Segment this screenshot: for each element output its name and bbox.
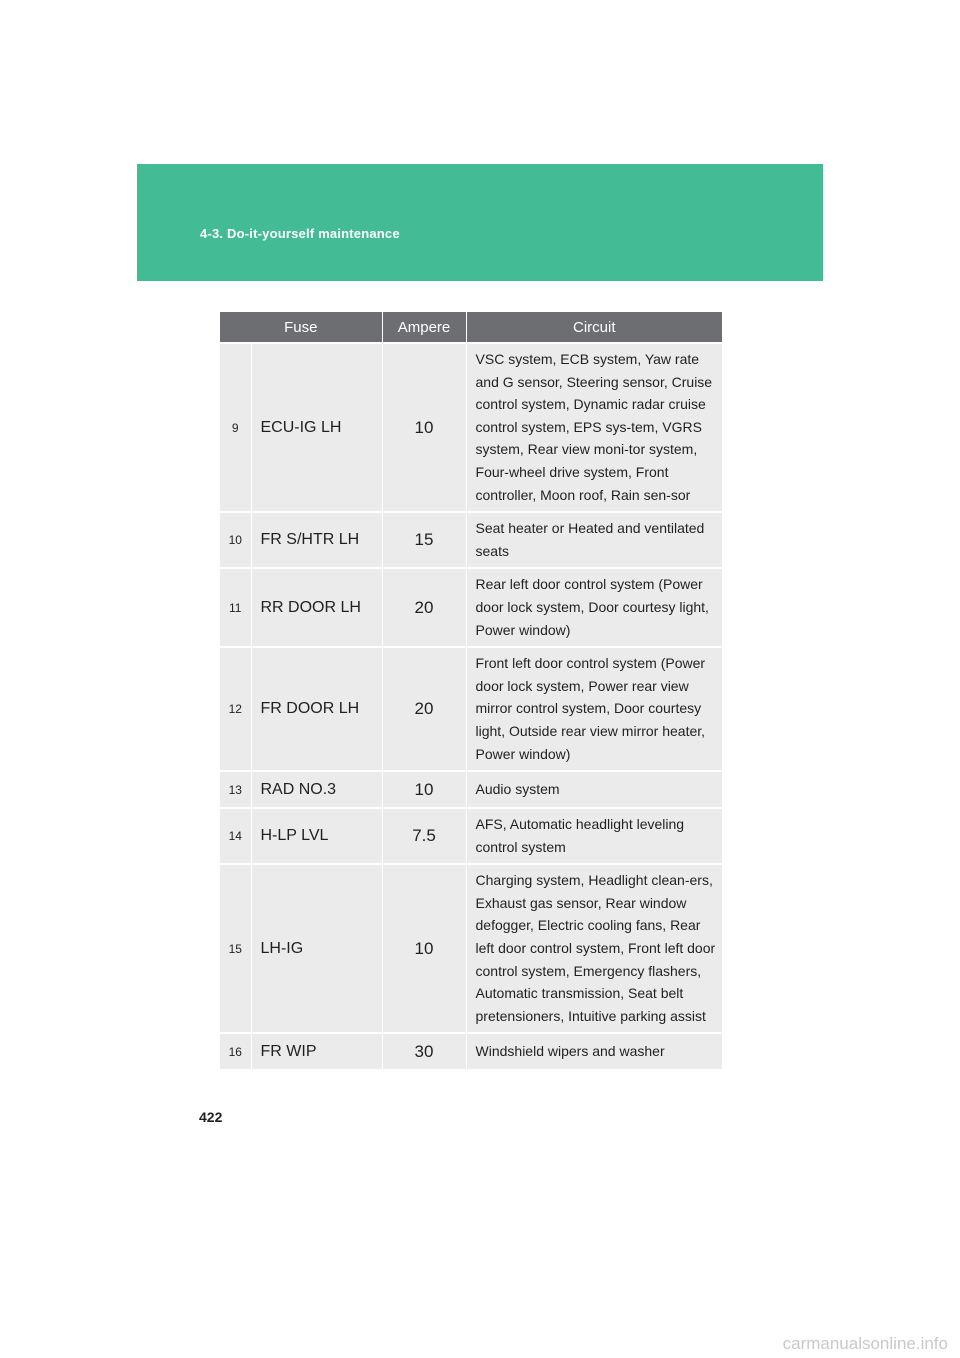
fuse-name: RAD NO.3 bbox=[251, 771, 382, 808]
fuse-circuit: AFS, Automatic headlight leveling control system bbox=[466, 808, 722, 864]
column-header-ampere: Ampere bbox=[382, 312, 466, 343]
fuse-number: 9 bbox=[220, 343, 251, 512]
fuse-ampere: 20 bbox=[382, 568, 466, 647]
column-header-circuit: Circuit bbox=[466, 312, 722, 343]
fuse-table bbox=[220, 312, 722, 1069]
column-header-fuse: Fuse bbox=[220, 312, 382, 343]
fuse-circuit: Seat heater or Heated and ventilated seats bbox=[466, 512, 722, 568]
fuse-name: FR WIP bbox=[251, 1033, 382, 1069]
fuse-number: 14 bbox=[220, 808, 251, 864]
fuse-circuit: Audio system bbox=[466, 771, 722, 808]
fuse-name: FR DOOR LH bbox=[251, 647, 382, 771]
fuse-number: 15 bbox=[220, 864, 251, 1033]
fuse-number: 16 bbox=[220, 1033, 251, 1069]
fuse-name: LH-IG bbox=[251, 864, 382, 1033]
fuse-ampere: 30 bbox=[382, 1033, 466, 1069]
fuse-circuit: Windshield wipers and washer bbox=[466, 1033, 722, 1069]
fuse-ampere: 20 bbox=[382, 647, 466, 771]
table-row bbox=[220, 647, 722, 771]
fuse-circuit: VSC system, ECB system, Yaw rate and G sensor, Steering sensor, Cruise control system, Dynamic radar cruise control system, EPS sys-tem, VGRS system, Rear view moni-tor system, Four-wheel drive system, Front controller, Moon roof, Rain sen-sor bbox=[466, 343, 722, 512]
table-row bbox=[220, 771, 722, 808]
fuse-name: ECU-IG LH bbox=[251, 343, 382, 512]
fuse-name: H-LP LVL bbox=[251, 808, 382, 864]
fuse-circuit: Charging system, Headlight clean-ers, Exhaust gas sensor, Rear window defogger, Electric cooling fans, Rear left door control system, Front left door control system, Emergency flashers, Automatic transmission, Seat belt pretensioners, Intuitive parking assist bbox=[466, 864, 722, 1033]
fuse-number: 11 bbox=[220, 568, 251, 647]
fuse-circuit: Rear left door control system (Power door lock system, Door courtesy light, Power window) bbox=[466, 568, 722, 647]
fuse-ampere: 10 bbox=[382, 771, 466, 808]
fuse-number: 13 bbox=[220, 771, 251, 808]
fuse-ampere: 10 bbox=[382, 864, 466, 1033]
table-header-row bbox=[220, 312, 722, 343]
page-number: 422 bbox=[199, 1109, 223, 1125]
fuse-number: 12 bbox=[220, 647, 251, 771]
header-band bbox=[137, 164, 823, 281]
watermark: carmanualsonline.info bbox=[782, 1334, 948, 1353]
table-row bbox=[220, 1033, 722, 1069]
table-row bbox=[220, 343, 722, 512]
fuse-name: FR S/HTR LH bbox=[251, 512, 382, 568]
table-row bbox=[220, 512, 722, 568]
fuse-ampere: 15 bbox=[382, 512, 466, 568]
table-row bbox=[220, 808, 722, 864]
fuse-circuit: Front left door control system (Power door lock system, Power rear view mirror control system, Door courtesy light, Outside rear view mirror heater, Power window) bbox=[466, 647, 722, 771]
fuse-ampere: 7.5 bbox=[382, 808, 466, 864]
table-row bbox=[220, 568, 722, 647]
fuse-number: 10 bbox=[220, 512, 251, 568]
section-title: 4-3. Do-it-yourself maintenance bbox=[200, 226, 400, 241]
table-row bbox=[220, 864, 722, 1033]
fuse-name: RR DOOR LH bbox=[251, 568, 382, 647]
fuse-ampere: 10 bbox=[382, 343, 466, 512]
